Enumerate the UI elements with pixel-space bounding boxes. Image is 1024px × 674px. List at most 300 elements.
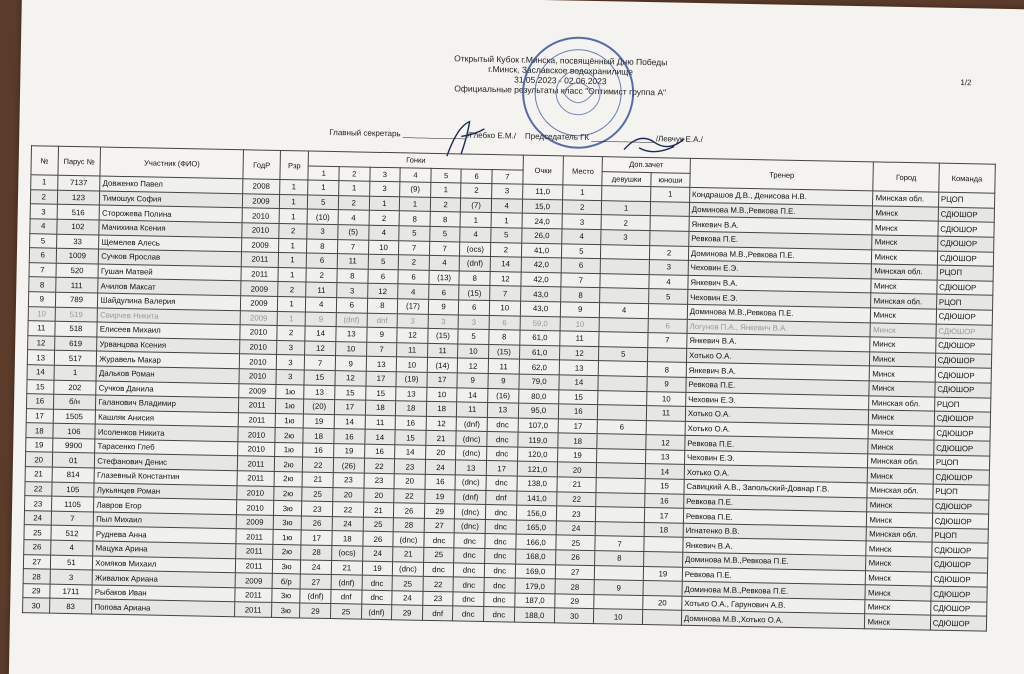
cell-coach: Доминова М.В.,Ревкова П.Е. <box>682 552 866 570</box>
cell-coach: Логунов П.А., Янкевич В.А. <box>687 319 871 337</box>
cell-sail: 1505 <box>53 409 96 424</box>
cell-race-6: 10 <box>458 344 489 359</box>
cell-num: 10 <box>28 306 55 321</box>
cell-race-1: 27 <box>300 574 331 589</box>
cell-sail: 3 <box>50 569 93 584</box>
cell-race-4: 22 <box>394 488 425 503</box>
cell-year: 2011 <box>235 588 272 603</box>
cell-race-1: 24 <box>301 560 332 575</box>
cell-team: СДЮШОР <box>935 353 992 369</box>
cell-rank: 1ю <box>275 399 304 414</box>
cell-name: Щемелев Алесь <box>99 235 242 252</box>
cell-girls <box>598 361 647 377</box>
cell-race-4: 10 <box>396 357 427 372</box>
cell-sail: 619 <box>54 336 97 351</box>
cell-race-6: dnc <box>453 606 484 621</box>
cell-place: 13 <box>560 360 599 375</box>
cell-race-2: 25 <box>330 604 361 619</box>
cell-sail: 520 <box>56 263 99 278</box>
cell-boys: 5 <box>649 289 688 304</box>
cell-city: Минск <box>866 570 932 586</box>
cell-boys: 3 <box>649 260 688 275</box>
cell-race-7: 7 <box>490 286 521 301</box>
cell-year: 2011 <box>241 252 278 267</box>
cell-coach: Янкевич В.А. <box>686 363 870 381</box>
cell-num: 8 <box>29 277 56 292</box>
cell-race-1: 17 <box>301 530 332 545</box>
chair-label: Председатель ГК <box>524 131 590 142</box>
cell-race-1: 15 <box>304 370 335 385</box>
cell-rank: 3ю <box>273 501 302 516</box>
cell-points: 26,0 <box>521 228 562 243</box>
cell-race-1: 8 <box>307 239 338 254</box>
cell-race-2: 2 <box>338 195 369 210</box>
cell-place: 14 <box>559 375 598 390</box>
cell-place: 22 <box>557 492 596 507</box>
cell-points: 119,0 <box>517 432 558 447</box>
cell-place: 11 <box>560 331 599 346</box>
cell-team: РЦОП <box>933 455 990 471</box>
cell-boys: 15 <box>645 479 684 494</box>
cell-race-3: 9 <box>366 327 397 342</box>
cell-year: 2009 <box>242 237 279 252</box>
cell-points: 42,0 <box>521 272 562 287</box>
cell-num: 9 <box>28 292 55 307</box>
cell-race-4: (19) <box>396 372 427 387</box>
cell-race-2: 3 <box>337 283 368 298</box>
cell-girls <box>601 244 650 260</box>
cell-points: 121,0 <box>517 462 558 477</box>
cell-race-1: (dnf) <box>300 589 331 604</box>
cell-rank: 1 <box>277 296 306 311</box>
cell-race-3: dnf <box>367 313 398 328</box>
cell-sail: 4 <box>50 540 93 555</box>
cell-points: 169,0 <box>515 564 556 579</box>
secretary-label: Главный секретарь <box>329 127 401 139</box>
cell-race-3: 15 <box>365 386 396 401</box>
cell-sail: 1105 <box>51 496 94 511</box>
cell-team: СДЮШОР <box>931 572 988 588</box>
cell-race-5: 6 <box>428 285 459 300</box>
cell-race-6: (dnc) <box>455 519 486 534</box>
cell-rank: 2ю <box>275 428 304 443</box>
cell-race-3: (dnf) <box>361 605 392 620</box>
cell-race-3: 2 <box>369 211 400 226</box>
col-points: Очки <box>522 155 563 185</box>
cell-rank: 1ю <box>273 530 302 545</box>
cell-race-2: 6 <box>336 298 367 313</box>
cell-race-6: (dnf) <box>455 490 486 505</box>
cell-boys <box>648 347 687 362</box>
cell-girls <box>602 186 651 202</box>
cell-team: СДЮШОР <box>936 309 993 325</box>
cell-rank: 1 <box>279 194 308 209</box>
cell-name: Сучков Данила <box>96 380 239 397</box>
col-name: Участник (ФИО) <box>100 147 243 179</box>
cell-num: 22 <box>25 481 52 496</box>
cell-boys: 10 <box>647 391 686 406</box>
cell-race-4: 8 <box>399 211 430 226</box>
cell-sail: 105 <box>51 482 94 497</box>
cell-race-5: 22 <box>423 577 454 592</box>
cell-race-3: 16 <box>364 444 395 459</box>
cell-boys: 8 <box>647 362 686 377</box>
cell-sail: 01 <box>52 453 95 468</box>
cell-race-5: 7 <box>429 241 460 256</box>
cell-race-2: 4 <box>338 210 369 225</box>
cell-name: Хомяков Михаил <box>93 556 236 573</box>
cell-race-7: 10 <box>489 300 520 315</box>
cell-girls <box>596 463 645 479</box>
cell-name: Довженко Павел <box>100 176 243 193</box>
cell-race-6: 5 <box>458 329 489 344</box>
cell-race-2: 7 <box>337 239 368 254</box>
cell-race-3: 6 <box>368 269 399 284</box>
cell-place: 29 <box>555 594 594 609</box>
cell-race-3: 24 <box>362 546 393 561</box>
cell-city: Минск <box>867 512 933 528</box>
cell-year: 2009 <box>239 383 276 398</box>
cell-race-6: (dnc) <box>455 475 486 490</box>
cell-race-2: 11 <box>337 254 368 269</box>
cell-team: СДЮШОР <box>934 426 991 442</box>
cell-race-2: 14 <box>334 414 365 429</box>
cell-race-2: 20 <box>333 487 364 502</box>
cell-rank: 1 <box>277 311 306 326</box>
cell-city: Минск <box>873 206 939 222</box>
cell-boys: 14 <box>645 464 684 479</box>
cell-sail: 1711 <box>49 584 92 599</box>
cell-place: 6 <box>562 258 601 273</box>
cell-race-7: 2 <box>490 242 521 257</box>
cell-team: СДЮШОР <box>935 338 992 354</box>
cell-race-6: 12 <box>458 358 489 373</box>
cell-num: 21 <box>25 467 52 482</box>
cell-boys: 19 <box>643 566 682 581</box>
cell-name: Гушан Матвей <box>98 264 241 281</box>
cell-race-3: 7 <box>366 342 397 357</box>
cell-sail: 51 <box>50 555 93 570</box>
cell-girls: 8 <box>595 551 644 567</box>
cell-race-1: (20) <box>304 399 335 414</box>
cell-race-6: 4 <box>460 227 491 242</box>
cell-race-3: dnc <box>362 575 393 590</box>
cell-place: 2 <box>563 200 602 215</box>
cell-name: Дальков Роман <box>96 366 239 383</box>
cell-place: 9 <box>561 302 600 317</box>
cell-girls: 10 <box>594 609 643 625</box>
cell-year: 2008 <box>243 179 280 194</box>
cell-race-7: 12 <box>490 271 521 286</box>
cell-name: Стефанович Денис <box>95 453 238 470</box>
cell-race-3: 5 <box>368 254 399 269</box>
cell-girls: 9 <box>594 580 643 596</box>
cell-points: 166,0 <box>515 535 556 550</box>
header-line-2: г.Минск, Заславское водохранилище <box>488 63 634 77</box>
cell-year: 2011 <box>236 529 273 544</box>
cell-city: Минск <box>870 322 936 338</box>
cell-race-5: 11 <box>427 343 458 358</box>
cell-girls <box>600 273 649 289</box>
col-race-1: 1 <box>308 166 339 181</box>
cell-race-1: 21 <box>302 472 333 487</box>
cell-boys: 6 <box>648 318 687 333</box>
cell-race-7: 9 <box>488 373 519 388</box>
cell-team: РЦОП <box>932 528 989 544</box>
cell-points: 165,0 <box>516 520 557 535</box>
cell-points: 95,0 <box>518 403 559 418</box>
cell-race-3: 17 <box>366 371 397 386</box>
cell-boys: 9 <box>647 376 686 391</box>
cell-girls <box>596 507 645 523</box>
cell-race-7: 13 <box>487 403 518 418</box>
cell-race-6: (15) <box>459 285 490 300</box>
col-race-5: 5 <box>431 168 462 183</box>
cell-year: 2010 <box>240 339 277 354</box>
cell-race-1: 7 <box>305 355 336 370</box>
cell-race-4: 5 <box>399 226 430 241</box>
cell-num: 2 <box>30 189 57 204</box>
cell-girls <box>598 405 647 421</box>
cell-race-4: 28 <box>393 518 424 533</box>
cell-race-6: 8 <box>459 271 490 286</box>
cell-year: 2011 <box>241 267 278 282</box>
cell-girls: 2 <box>601 215 650 231</box>
cell-team: РЦОП <box>938 192 995 208</box>
cell-race-6: (ocs) <box>460 242 491 257</box>
cell-race-2: 17 <box>334 400 365 415</box>
cell-race-3: 3 <box>369 181 400 196</box>
cell-race-4: 2 <box>398 255 429 270</box>
cell-race-3: 8 <box>367 298 398 313</box>
cell-points: 11,0 <box>522 184 563 199</box>
cell-num: 3 <box>30 204 57 219</box>
cell-race-7: 8 <box>489 330 520 345</box>
cell-team: СДЮШОР <box>932 543 989 559</box>
cell-race-2: 24 <box>332 516 363 531</box>
cell-race-4: 3 <box>397 313 428 328</box>
cell-rank: 1ю <box>275 413 304 428</box>
cell-rank: 2ю <box>274 471 303 486</box>
cell-coach: Доминова М.В.,Ревкова П.Е. <box>682 582 866 600</box>
cell-race-6: 14 <box>457 387 488 402</box>
cell-team: СДЮШОР <box>935 367 992 383</box>
cell-race-6: 3 <box>458 314 489 329</box>
cell-race-7: dnc <box>485 519 516 534</box>
cell-race-4: 15 <box>395 430 426 445</box>
cell-coach: Доминова М.В.,Хотько О.А. <box>681 611 865 629</box>
cell-num: 14 <box>27 365 54 380</box>
cell-coach: Ревкова П.Е. <box>686 377 870 395</box>
cell-team: РЦОП <box>937 265 994 281</box>
header-line-4: Официальные результаты класс "Оптимист группа А" <box>454 83 667 98</box>
cell-boys <box>646 420 685 435</box>
cell-race-4: 25 <box>392 576 423 591</box>
cell-num: 11 <box>28 321 55 336</box>
cell-race-7: dnc <box>487 417 518 432</box>
cell-race-6: dnc <box>453 592 484 607</box>
cell-race-4: 24 <box>392 591 423 606</box>
cell-name: Шайдулина Валерия <box>98 293 241 310</box>
cell-year: 2011 <box>237 456 274 471</box>
cell-race-4: 26 <box>394 503 425 518</box>
cell-race-4: 7 <box>399 240 430 255</box>
cell-race-6: 6 <box>459 300 490 315</box>
cell-team: СДЮШОР <box>936 324 993 340</box>
cell-race-2: 23 <box>333 473 364 488</box>
cell-points: 42,0 <box>521 257 562 272</box>
cell-team: СДЮШОР <box>934 411 991 427</box>
cell-boys: 20 <box>643 595 682 610</box>
cell-coach: Чеховин Е.Э. <box>684 450 868 468</box>
cell-race-6: (dnf) <box>460 256 491 271</box>
cell-race-4: 1 <box>400 197 431 212</box>
cell-girls <box>596 492 645 508</box>
cell-boys <box>650 231 689 246</box>
cell-sail: 1 <box>54 365 97 380</box>
cell-name: Живалюк Ариана <box>92 570 235 587</box>
cell-points: 24,0 <box>522 214 563 229</box>
cell-points: 107,0 <box>518 418 559 433</box>
cell-race-2: dnf <box>331 589 362 604</box>
cell-num: 13 <box>27 350 54 365</box>
cell-points: 179,0 <box>515 578 556 593</box>
col-team: Команда <box>939 163 996 193</box>
cell-sail: 202 <box>53 380 96 395</box>
cell-race-6: 2 <box>461 183 492 198</box>
cell-city: Минская обл. <box>871 293 937 309</box>
cell-place: 3 <box>562 214 601 229</box>
cell-race-2: 10 <box>336 341 367 356</box>
cell-girls <box>600 288 649 304</box>
cell-race-7: dnc <box>487 432 518 447</box>
cell-year: 2011 <box>238 412 275 427</box>
cell-race-5: (13) <box>429 270 460 285</box>
cell-race-1: 6 <box>307 253 338 268</box>
cell-year: 2010 <box>242 208 279 223</box>
cell-race-5: 3 <box>428 314 459 329</box>
cell-rank: б/р <box>272 574 301 589</box>
col-races: Гонки <box>309 151 523 170</box>
cell-rank: 2 <box>278 282 307 297</box>
cell-coach: Хотько О.А. <box>684 465 868 483</box>
cell-team: СДЮШОР <box>931 557 988 573</box>
col-coach: Тренер <box>690 158 874 191</box>
cell-race-7: dnc <box>484 592 515 607</box>
cell-coach: Чеховин Е.Э. <box>686 392 870 410</box>
col-city: Город <box>873 162 939 192</box>
cell-city: Минск <box>870 352 936 368</box>
cell-race-1: 2 <box>306 268 337 283</box>
cell-race-4: 16 <box>395 415 426 430</box>
cell-city: Минск <box>871 308 937 324</box>
cell-girls: 6 <box>597 419 646 435</box>
cell-boys <box>643 610 682 625</box>
cell-race-5: dnf <box>422 606 453 621</box>
cell-race-5: 19 <box>424 489 455 504</box>
cell-race-1: 26 <box>302 516 333 531</box>
cell-points: 188,0 <box>514 607 555 622</box>
cell-team: СДЮШОР <box>930 601 987 617</box>
secretary-name: /Глебко Е.М./ <box>467 130 517 141</box>
cell-name: Рыбаков Иван <box>92 585 235 602</box>
cell-place: 5 <box>562 243 601 258</box>
cell-name: Сучков Ярослав <box>99 249 242 266</box>
cell-name: Мацука Арина <box>93 541 236 558</box>
table-body <box>23 175 995 631</box>
cell-race-3: 11 <box>365 415 396 430</box>
col-boys: юноши <box>651 172 690 187</box>
cell-race-4: 4 <box>398 284 429 299</box>
cell-race-1: 14 <box>305 326 336 341</box>
cell-name: Глазевный Константин <box>94 468 237 485</box>
cell-num: 20 <box>25 452 52 467</box>
cell-team: СДЮШОР <box>937 280 994 296</box>
cell-name: Пыл Михаил <box>94 512 237 529</box>
cell-race-2: 8 <box>337 268 368 283</box>
cell-rank: 2 <box>279 223 308 238</box>
cell-race-2: 16 <box>334 429 365 444</box>
cell-race-7: 17 <box>486 461 517 476</box>
cell-rank: 3ю <box>272 588 301 603</box>
cell-race-4: 29 <box>392 605 423 620</box>
header-line-1: Открытый Кубок г.Минска, посвящённый Дню Победы <box>454 53 668 68</box>
cell-year: 2010 <box>239 354 276 369</box>
cell-points: 187,0 <box>514 593 555 608</box>
cell-race-1: 23 <box>302 501 333 516</box>
cell-race-4: 12 <box>397 328 428 343</box>
cell-race-6: 11 <box>457 402 488 417</box>
cell-city: Минская обл. <box>867 483 933 499</box>
cell-year: 2011 <box>235 602 272 617</box>
cell-race-3: 14 <box>364 429 395 444</box>
cell-place: 26 <box>556 550 595 565</box>
cell-sail: 9900 <box>52 438 95 453</box>
cell-num: 15 <box>27 379 54 394</box>
cell-rank: 3ю <box>271 603 300 618</box>
cell-year: 2010 <box>238 427 275 442</box>
results-table <box>22 145 996 631</box>
cell-team: СДЮШОР <box>938 207 995 223</box>
cell-race-3: 4 <box>368 225 399 240</box>
cell-race-5: 20 <box>425 445 456 460</box>
cell-race-7: dnc <box>484 563 515 578</box>
cell-rank: 3ю <box>272 559 301 574</box>
cell-rank: 1ю <box>276 384 305 399</box>
cell-rank: 1 <box>279 209 308 224</box>
cell-boys <box>643 581 682 596</box>
cell-city: Минск <box>865 585 931 601</box>
cell-race-2: 22 <box>332 502 363 517</box>
cell-year: 2010 <box>238 442 275 457</box>
cell-year: 2009 <box>236 515 273 530</box>
cell-race-7: (16) <box>488 388 519 403</box>
cell-city: Минская обл. <box>873 191 939 207</box>
cell-num: 17 <box>26 408 53 423</box>
col-sail: Парус № <box>57 146 100 176</box>
cell-place: 19 <box>558 448 597 463</box>
cell-points: 168,0 <box>515 549 556 564</box>
cell-city: Минск <box>866 541 932 557</box>
cell-num: 16 <box>26 394 53 409</box>
cell-race-1: 1 <box>308 180 339 195</box>
cell-points: 61,0 <box>519 330 560 345</box>
cell-team: СДЮШОР <box>932 499 989 515</box>
cell-team: СДЮШОР <box>932 513 989 529</box>
cell-num: 6 <box>29 248 56 263</box>
cell-race-7: 11 <box>488 359 519 374</box>
cell-year: 2010 <box>237 500 274 515</box>
